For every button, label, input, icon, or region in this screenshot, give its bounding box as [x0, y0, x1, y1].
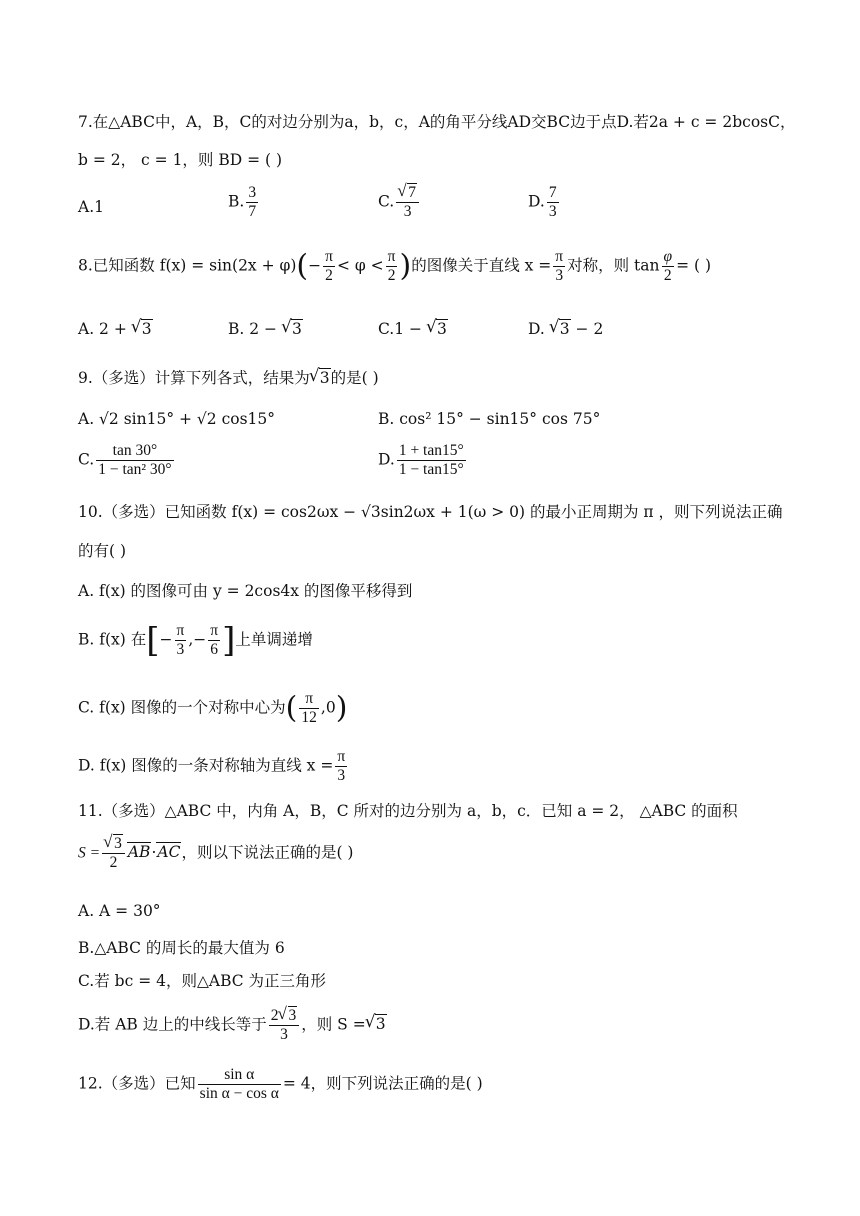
q12-stem: 12.（多选）已知 $\frac{\text{sin α}}{\text{sin α − cos α}}$ = 4，则下列说法正确的是( ) [78, 1066, 483, 1102]
q10-stem-line1: 10.（多选）已知函数 f(x) = cos2ωx − √3sin2ωx + 1(ω > 0) 的最小正周期为 π ，则下列说法正确 [78, 503, 783, 521]
q10-option-b: B. f(x) 在[− $\frac{\pi}{3}$ ,− $\frac{\pi}{6}$ ]上单调递增 [78, 620, 313, 661]
q11-stem-line1: 11.（多选）△ABC 中，内角 A，B，C 所对的边分别为 a，b，c．已知 a = 2， △ABC 的面积 [78, 802, 738, 820]
q7-option-a: A.1 [78, 198, 104, 216]
q7-option-c: C. √ $\frac{7}{3}$ [378, 184, 421, 221]
q10-stem-line2: 的有( ) [78, 542, 127, 560]
q9-option-d: D. $\frac{1 + \tan 15^\circ}{1 - \tan 15^\circ}$ [378, 442, 464, 478]
q7-option-d: D. $\frac{7}{3}$ [528, 184, 557, 220]
q11-option-a: A. A = 30° [78, 902, 161, 920]
q10-option-c: C. f(x) 图像的一个对称中心为( $\frac{\pi}{12}$ ,0) [78, 690, 348, 726]
q11-option-b: B.△ABC 的周长的最大值为 6 [78, 939, 285, 957]
q8-option-d: D. √ 3 − 2 [528, 320, 603, 338]
q9-stem: 9.（多选）计算下列各式，结果为√ 3的是( ) [78, 366, 820, 388]
q11-stem-line2: S = √ $\frac{3}{2}$ AB·AC，则以下说法正确的是( ) [78, 835, 820, 872]
q8-option-b: B. 2 − √ 3 [228, 320, 303, 338]
q10-option-d: D. f(x) 图像的一条对称轴为直线 x = $\frac{\pi}{3}$ [78, 748, 346, 784]
q11-option-c: C.若 bc = 4，则△ABC 为正三角形 [78, 972, 327, 990]
q9-option-c: C. $\frac{\tan 30^\circ}{\text{1 − tan² 30°}}$ [78, 442, 172, 478]
q7-stem-line2: b = 2， c = 1，则 BD = ( ) [78, 151, 283, 169]
q8-option-a: A. 2 + √ 3 [78, 320, 153, 338]
q8-option-c: C.1 − √ 3 [378, 320, 448, 338]
q9-option-b: B. cos² 15° − sin15° cos 75° [378, 410, 601, 428]
q9-option-a: A. √2 sin15° + √2 cos15° [78, 410, 276, 428]
q10-option-a: A. f(x) 的图像可由 y = 2cos4x 的图像平移得到 [78, 582, 413, 600]
q11-option-d: D.若 AB 边上的中线长等于 $\frac{2√ 3}{3}$ ，则 S =√ 3 [78, 1007, 387, 1044]
q8-stem: 8.已知函数 f(x) = sin(2x + φ)(− $\frac{\pi}{2}$ < φ < $\frac{\pi}{2}$ )的图像关于直线 x = $\frac{\pi}{3}$ 对称，则 tan $\frac{\varphi}{2}$ = ( ) [78, 248, 712, 284]
q7-option-b: B. $\frac{3}{7}$ [228, 184, 257, 220]
q7-stem-line1: 7.在△ABC中，A，B，C的对边分别为a，b，c，A的角平分线AD交BC边于点D.若2a + c = 2bcosC， [78, 113, 796, 131]
